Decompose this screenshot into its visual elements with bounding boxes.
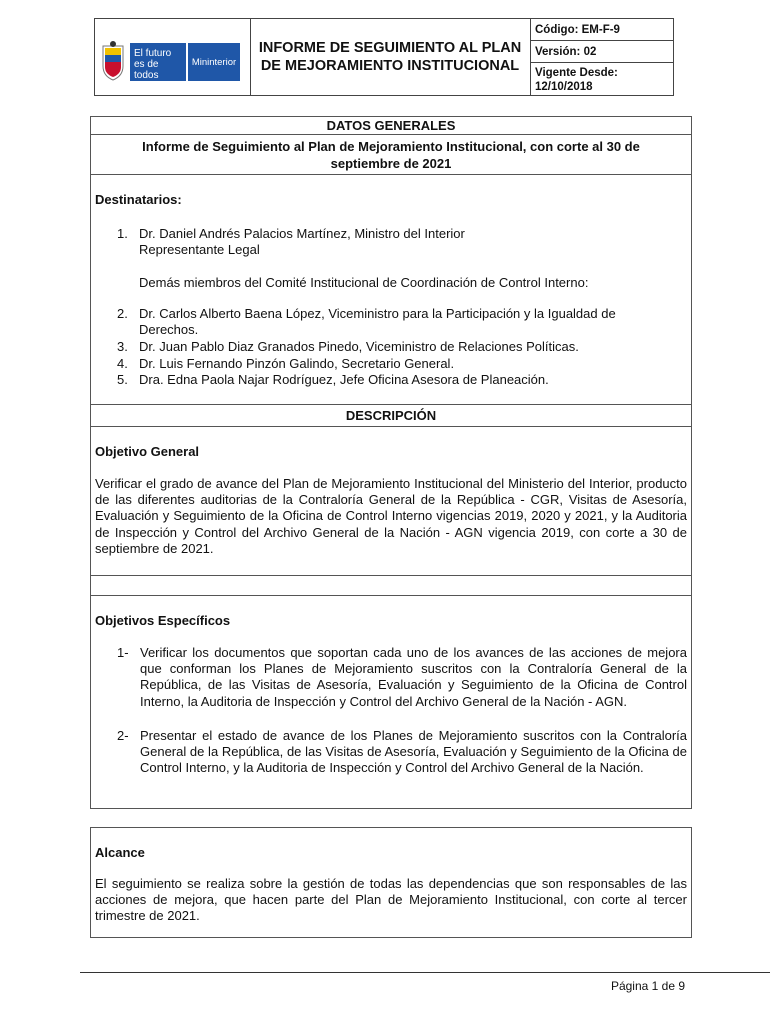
report-subtitle	[90, 138, 692, 172]
coat-of-arms-icon	[100, 40, 126, 82]
page-number: Página 1 de 9	[610, 979, 685, 993]
ministry-logo	[98, 38, 244, 88]
vigente-date: 12/10/2018	[535, 81, 593, 93]
recipient-4: Dr. Luis Fernando Pinzón Galindo, Secretario General.	[139, 356, 455, 371]
list-number: 2.	[117, 306, 128, 321]
meta-cell	[531, 19, 673, 95]
logo-slogan-line-1: El futuro	[134, 48, 172, 59]
recipient-1-line-1: Dr. Daniel Andrés Palacios Martínez, Ministro del Interior	[139, 226, 465, 241]
recipient-2-line-2: Derechos.	[139, 322, 199, 338]
list-number: 5.	[117, 372, 128, 387]
objetivos-especificos-label: Objetivos Específicos	[95, 613, 231, 628]
code-label: Código: EM-F-9	[531, 19, 673, 41]
logo-slogan	[130, 43, 186, 81]
objetivo-especifico-2: Presentar el estado de avance de los Planes de Mejoramiento suscritos con la Contraloría General de la República, de las Visitas de Asesoría, Evaluación y Seguimiento de la Oficina de Control Interno, y la Auditoria de Inspección y Control del Archivo General de la Nación.	[140, 728, 687, 776]
report-subtitle-line-1: Informe de Seguimiento al Plan de Mejoramiento Institucional, con corte al 30 de	[142, 139, 640, 154]
list-number: 3.	[117, 339, 128, 354]
title-line-1: INFORME DE SEGUIMIENTO AL PLAN	[258, 40, 522, 56]
alcance-text: El seguimiento se realiza sobre la gestión de todas las dependencias que son responsables de las acciones de mejora, que hacen parte del Plan de Mejoramiento Institucional, con corte al tercer trimestre de 2021.	[95, 876, 687, 924]
destinatarios-label: Destinatarios:	[95, 192, 182, 207]
list-number: 4.	[117, 356, 128, 371]
recipient-1-line-2: Representante Legal	[139, 242, 260, 258]
footer-rule	[80, 972, 770, 973]
vigente-label: Vigente Desde:	[535, 67, 618, 79]
logo-ministry-name: Mininterior	[188, 43, 240, 81]
objetivo-general-label: Objetivo General	[95, 444, 200, 459]
list-number: 1-	[117, 645, 129, 660]
descripcion-title: DESCRIPCIÓN	[345, 408, 437, 423]
alcance-label: Alcance	[95, 845, 145, 860]
objetivo-especifico-1: Verificar los documentos que soportan cada uno de los avances de las acciones de mejora que conforman los Planes de Mejoramiento suscritos con la Contraloría General de la República, de las Visitas de Asesoría, Evaluación y Seguimiento de la Oficina de Control Interno, la Auditoria de Inspección y Control del Archivo General de la Nación - AGN.	[140, 645, 687, 709]
recipient-2-line-1: Dr. Carlos Alberto Baena López, Viceministro para la Participación y la Igualdad de	[139, 306, 616, 321]
objetivo-general-text: Verificar el grado de avance del Plan de Mejoramiento Institucional del Ministerio del Interior, producto de las diferentes auditorias de la Contraloría General de la República - CGR, Visitas de Asesoría, Evaluación y Seguimiento de la Oficina de Control Interno vigencias 2019, 2020 y 2021, y la Auditoria de Inspección y Control del Archivo General de la Nación - AGN vigencia 2019, con corte a 30 de septiembre de 2021.	[95, 476, 687, 556]
recipient-3: Dr. Juan Pablo Diaz Granados Pinedo, Viceministro de Relaciones Políticas.	[139, 339, 579, 354]
recipient-2	[139, 306, 689, 338]
comite-text: Demás miembros del Comité Institucional de Coordinación de Control Interno:	[139, 275, 589, 290]
recipient-5: Dra. Edna Paola Najar Rodríguez, Jefe Oficina Asesora de Planeación.	[139, 372, 549, 387]
list-number: 1.	[117, 226, 128, 241]
document-title	[250, 19, 531, 95]
datos-generales-title: DATOS GENERALES	[326, 118, 456, 133]
list-number: 2-	[117, 728, 129, 743]
recipient-1	[139, 226, 689, 258]
version-label: Versión: 02	[531, 41, 673, 63]
logo-slogan-line-2: es de todos	[134, 59, 159, 81]
title-line-2: DE MEJORAMIENTO INSTITUCIONAL	[260, 58, 520, 74]
report-subtitle-line-2: septiembre de 2021	[330, 156, 452, 171]
